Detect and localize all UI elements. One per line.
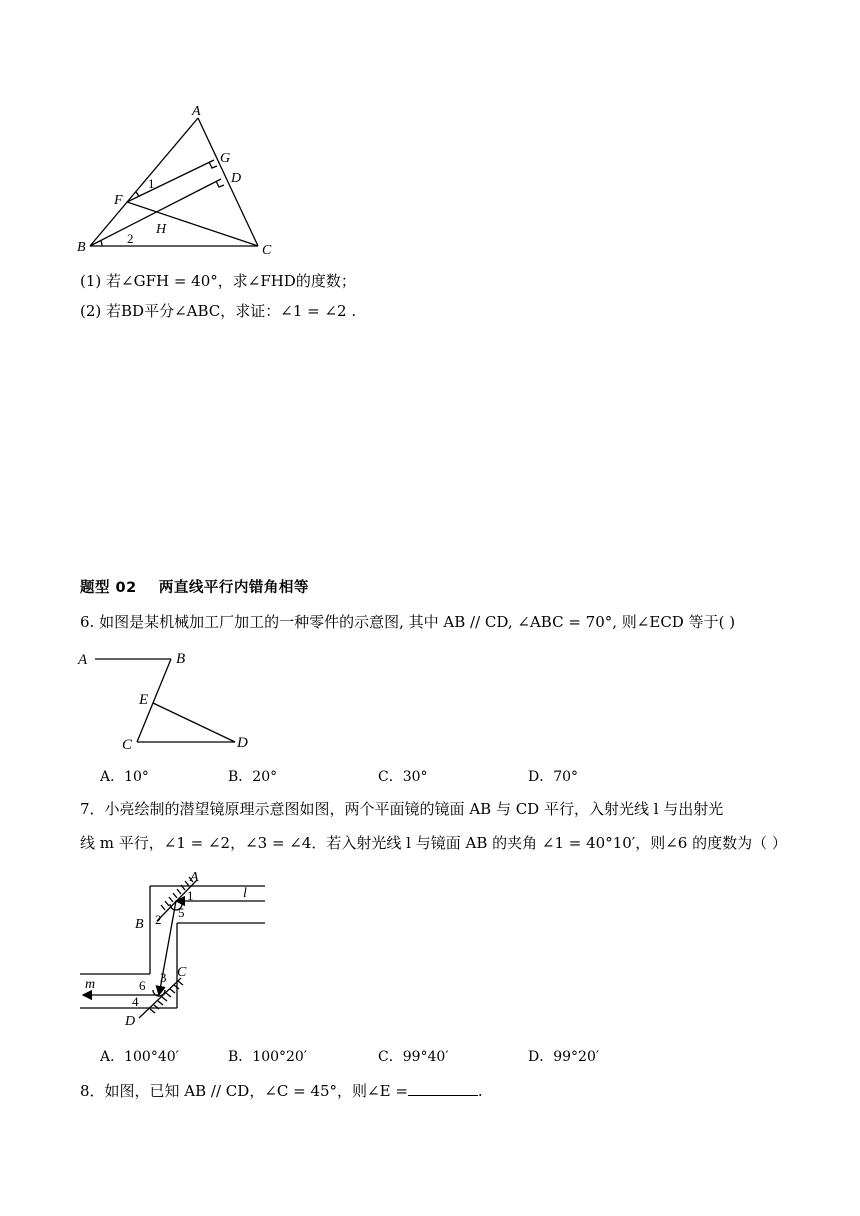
q7-label-1: 1 [187,888,194,903]
q6-option-d[interactable]: D．70° [528,769,579,785]
label-b: B [77,240,86,255]
q7-label-l: l [243,886,247,901]
q7-label-d: D [125,1014,136,1028]
label-h: H [156,222,167,237]
q7-label-2: 2 [155,912,162,927]
section-title: 题型 02 两直线平行内错角相等 [80,580,309,596]
q7-label-b: B [135,917,144,932]
periscope-figure [75,866,275,1028]
q5-part2: (2) 若BD平分∠ABC，求证：∠1 = ∠2 . [80,302,357,320]
q6-option-c[interactable]: C．30° [378,769,428,785]
triangle-figure [70,100,290,260]
q7-label-6: 6 [139,978,146,993]
q7-label-5: 5 [178,905,185,920]
q5-part1: (1) 若∠GFH = 40°，求∠FHD的度数； [80,272,356,290]
machine-part-figure [75,645,275,755]
q7-label-3: 3 [160,970,167,985]
label-2: 2 [127,231,134,246]
label-d: D [231,171,242,186]
q7-label-m: m [85,977,96,992]
q6-label-e: E [139,692,149,708]
q6-option-a[interactable]: A．10° [100,769,149,785]
label-f: F [114,193,123,208]
q7-option-b[interactable]: B．100°20′ [228,1049,308,1065]
q7-label-c: C [177,965,187,980]
q6-label-d: D [237,735,248,751]
q7-label-4: 4 [132,994,139,1009]
q7-line2: 线 m 平行，∠1 = ∠2，∠3 = ∠4．若入射光线 l 与镜面 AB 的夹角 ∠1 = 40°10′，则∠6 的度数为（ ） [80,834,787,852]
label-1: 1 [148,176,155,191]
q6-label-a: A [78,652,88,668]
q8-stem-text: 8．如图，已知 AB // CD，∠C = 45°，则∠E = [80,1082,408,1100]
q8-stem [80,1081,483,1101]
q7-label-a: A [190,870,199,885]
label-c: C [262,243,272,258]
q7-option-d[interactable]: D．99°20′ [528,1049,600,1065]
q6-label-b: B [176,651,186,667]
q8-stem-end: . [477,1082,483,1100]
label-a: A [192,104,201,119]
q6-label-c: C [122,737,133,753]
label-g: G [220,151,231,166]
q6-option-b[interactable]: B．20° [228,769,278,785]
q6-stem: 6. 如图是某机械加工厂加工的一种零件的示意图, 其中 AB // CD, ∠ABC = 70°, 则∠ECD 等于( ) [80,613,736,631]
q7-line1: 7．小亮绘制的潜望镜原理示意图如图，两个平面镜的镜面 AB 与 CD 平行，入射光线 l 与出射光 [80,800,724,818]
q7-option-a[interactable]: A．100°40′ [100,1049,179,1065]
q8-answer-blank[interactable] [408,1081,478,1096]
q7-option-c[interactable]: C．99°40′ [378,1049,449,1065]
